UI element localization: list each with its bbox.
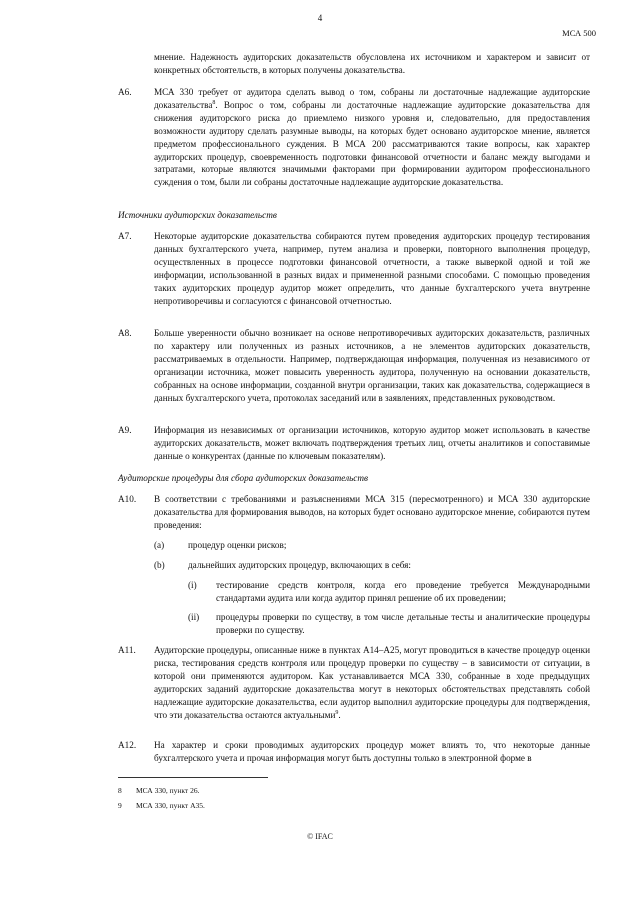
running-header: МСА 500	[562, 28, 596, 38]
paragraph-text: В соответствии с требованиями и разъяснениями МСА 315 (пересмотренного) и МСА 330 аудиторские доказательства для формирования выводов, на которых будет основано аудиторское мнение, собираются путем проведения:	[154, 494, 590, 530]
paragraph-label: A9.	[118, 425, 132, 435]
footnote-divider	[118, 777, 268, 778]
footnote-number: 8	[118, 786, 122, 795]
section-heading-sources: Источники аудиторских доказательств	[118, 210, 277, 220]
paragraph-text: Некоторые аудиторские доказательства собираются путем проведения аудиторских процедур тестирования данных бухгалтерского учета, например, путем анализа и проверки, повторного выполнения процедур, осуществленных в процессе подготовки финансовой отчетности, а также выверкой одной и той же информации, использованной в разных видах и примененной разными способами. С помощью проведения таких аудиторских процедур аудитор может определить, что данные бухгалтерского учета внутренне непротиворечивы и согласуются с финансовой отчетностью.	[154, 231, 590, 306]
footnote-number: 9	[118, 801, 122, 810]
footnote-ref-8[interactable]: 8	[212, 99, 216, 106]
footnote-ref-9[interactable]: 9	[335, 709, 339, 716]
paragraph-label: A8.	[118, 328, 132, 338]
list-label: (ii)	[188, 612, 200, 622]
paragraph-a6	[118, 86, 590, 189]
page-number: 4	[317, 13, 323, 23]
list-item-a	[154, 539, 590, 552]
list-item-b	[154, 559, 590, 572]
paragraph-label: A10.	[118, 494, 137, 504]
paragraph-text: Больше уверенности обычно возникает на основе непротиворечивых аудиторских доказательств, различных по характеру или полученных из разных источников, а не элементов аудиторских доказательств, рассматриваемых в отдельности. Например, подтверждающая информация, полученная из независимого от организации источника, может повысить уверенность аудитора, полученную на основании доказательств, собранных на основе информации, созданной внутри организации, таких как доказательства, содержащиеся в данных бухгалтерского учета, протоколах заседаний или в заявлениях, представленных руководством.	[154, 328, 590, 403]
list-text: процедуры проверки по существу, в том числе детальные тесты и аналитические процедуры проверки по существу.	[216, 612, 590, 635]
list-label: (i)	[188, 580, 197, 590]
paragraph-text: На характер и сроки проводимых аудиторских процедур может влиять то, что некоторые данные бухгалтерского учета и прочая информация могут быть доступны только в электронной форме в	[154, 740, 590, 763]
list-text: дальнейших аудиторских процедур, включающих в себя:	[188, 560, 411, 570]
paragraph-text: Аудиторские процедуры, описанные ниже в пунктах A14–A25, могут проводиться в качестве процедур оценки риска, тестирования средств контроля или процедур проверки по существу – в зависимости от ситуации, в которой они применяются аудитором. Как устанавливается МСА 330, собранные в ходе предыдущих аудиторских заданий аудиторские доказательства могут в некоторых обстоятельствах представлять собой надлежащие аудиторские доказательства, если аудитор выполнил аудиторские процедуры для подтверждения, что эти доказательства остаются актуальными$^9$.	[154, 645, 590, 720]
paragraph-label: A12.	[118, 740, 137, 750]
paragraph-label: A7.	[118, 231, 132, 241]
section-heading-procedures: Аудиторские процедуры для сбора аудиторских доказательств	[118, 473, 368, 483]
sub-item-ii	[188, 611, 590, 637]
sub-item-i	[188, 579, 590, 605]
paragraph-text: МСА 330 требует от аудитора сделать вывод о том, собраны ли достаточные надлежащие аудиторские доказательства$^8$. Вопрос о том, собраны ли достаточные надлежащие аудиторские доказательства для снижения аудиторского риска до приемлемо низкого уровня и, следовательно, для предоставления возможности аудитору сделать разумные выводы, на которых будет основано аудиторское мнение, является предметом профессионального суждения. В МСА 200 рассматриваются такие вопросы, как характер аудиторских процедур, своевременность подготовки финансовой отчетности и баланс между выгодами и затратами, которые являются значимыми факторами при формировании аудитором профессионального суждения о том, были ли собраны достаточные надлежащие аудиторские доказательства.	[154, 87, 590, 188]
paragraph-a9	[118, 424, 590, 463]
paragraph-label: A6.	[118, 87, 132, 97]
paragraph-a10	[118, 493, 590, 532]
footnote-text: МСА 330, пункт A35.	[136, 801, 205, 810]
paragraph-text: Информация из независимых от организации источников, которую аудитор может использовать в качестве аудиторских доказательств, может включать подтверждения третьих лиц, отчеты аналитиков и сопоставимые данные о конкурентах (данные по ключевым показателям).	[154, 425, 590, 461]
paragraph-a7	[118, 230, 590, 307]
page-footer: © IFAC	[307, 832, 333, 841]
list-text: тестирование средств контроля, когда его проведение требуется Международными стандартами аудита или когда аудитор принял решение об их проведении;	[216, 580, 590, 603]
list-text: процедур оценки рисков;	[188, 540, 287, 550]
paragraph-a12	[118, 739, 590, 765]
list-label: (a)	[154, 540, 165, 550]
list-label: (b)	[154, 560, 165, 570]
continuation-text: мнение. Надежность аудиторских доказательств обусловлена их источником и характером и зависит от конкретных обстоятельств, в которых получены доказательства.	[154, 52, 590, 75]
paragraph-label: A11.	[118, 645, 136, 655]
paragraph-a11	[118, 644, 590, 721]
paragraph-a8	[118, 327, 590, 404]
footnote-text: МСА 330, пункт 26.	[136, 786, 200, 795]
